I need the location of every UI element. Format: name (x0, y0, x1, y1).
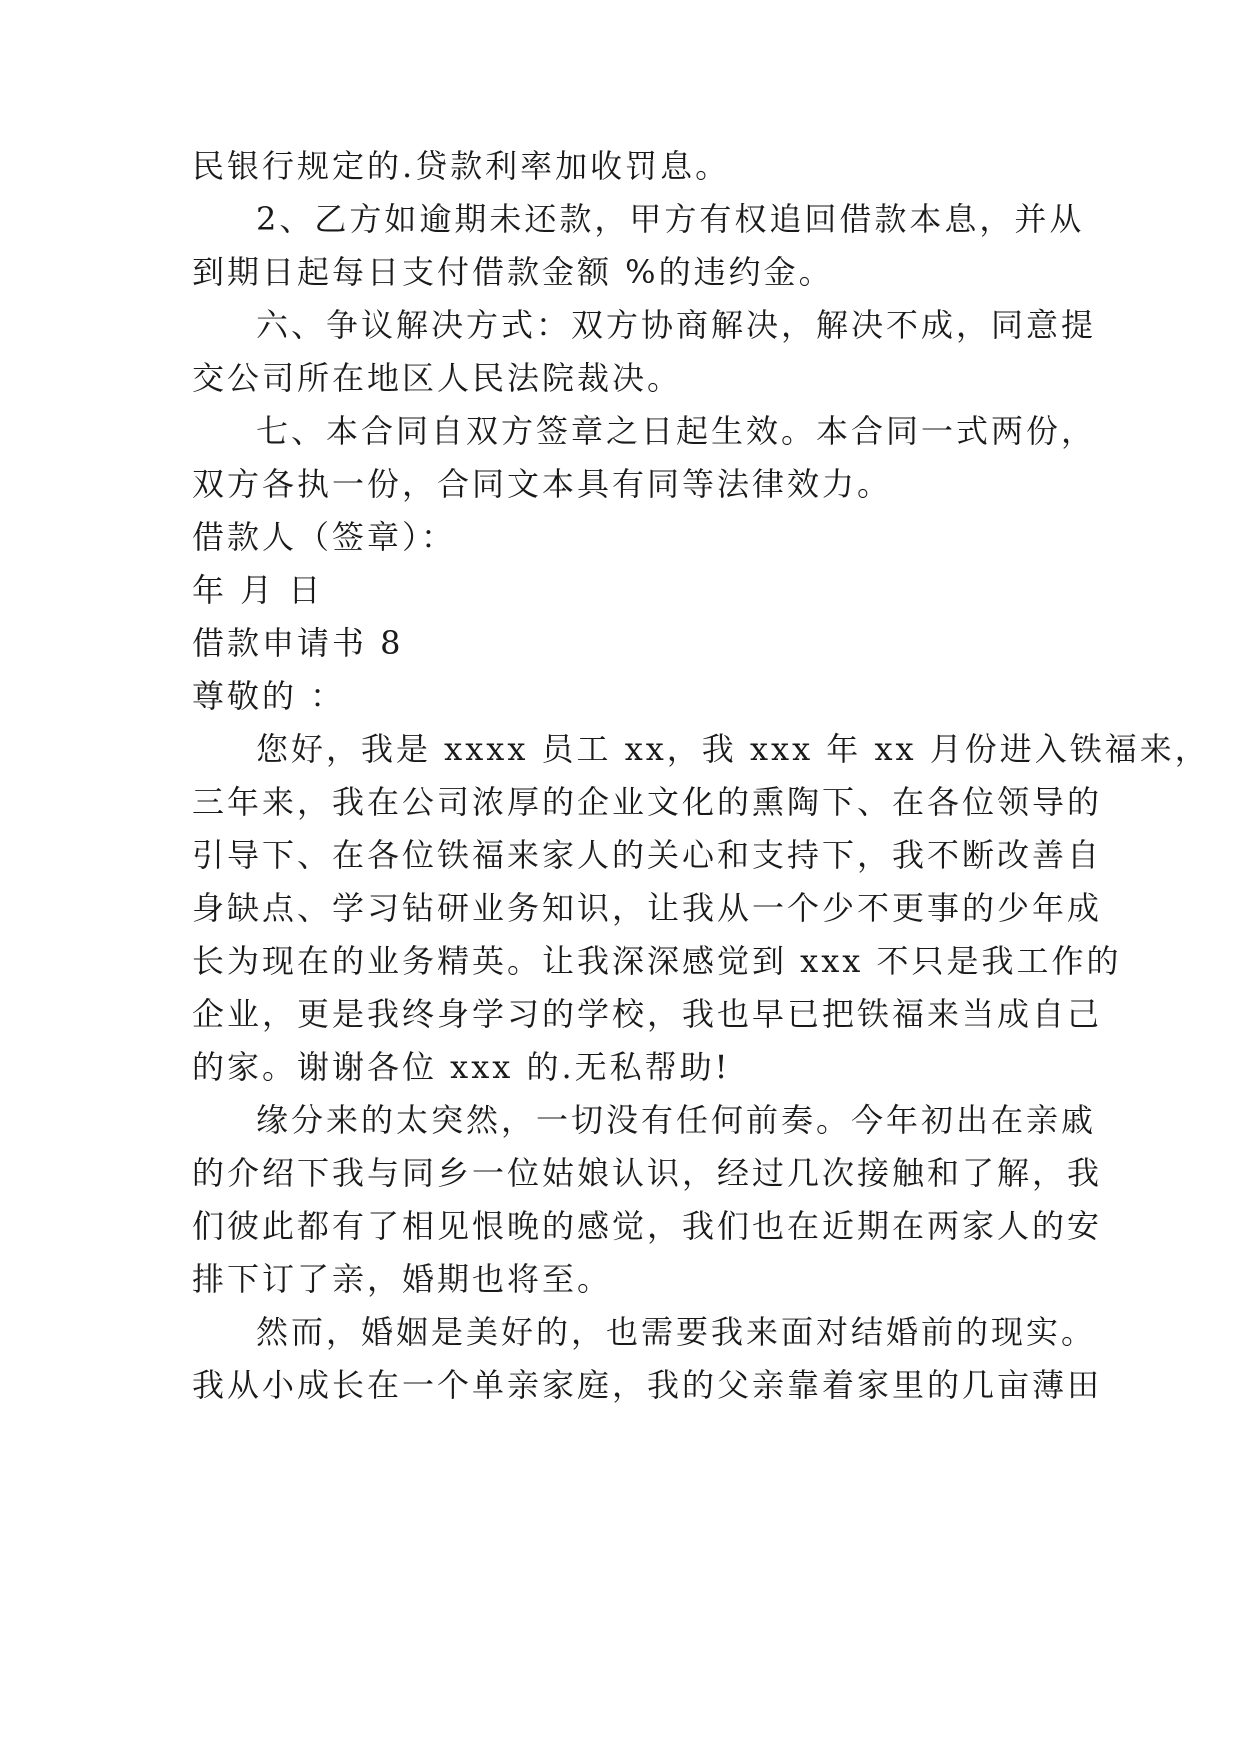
text-line: 我从小成长在一个单亲家庭，我的父亲靠着家里的几亩薄田 (192, 1366, 1103, 1404)
text-line: 们彼此都有了相见恨晚的感觉，我们也在近期在两家人的安 (192, 1207, 1103, 1245)
text-line: 2、乙方如逾期未还款，甲方有权追回借款本息，并从 (256, 200, 1085, 238)
text-line: 缘分来的太突然，一切没有任何前奏。今年初出在亲戚 (256, 1101, 1097, 1139)
text-line: 引导下、在各位铁福来家人的关心和支持下，我不断改善自 (192, 836, 1103, 874)
section-title: 借款申请书 8 (192, 624, 404, 662)
text-line: 企业，更是我终身学习的学校，我也早已把铁福来当成自己 (192, 995, 1103, 1033)
text-line: 排下订了亲，婚期也将至。 (192, 1260, 613, 1298)
salutation: 尊敬的 ： (192, 677, 346, 715)
text-line: 双方各执一份，合同文本具有同等法律效力。 (192, 465, 893, 503)
text-line: 六、争议解决方式：双方协商解决，解决不成，同意提 (256, 306, 1097, 344)
text-line: 民银行规定的.贷款利率加收罚息。 (192, 147, 731, 185)
text-line: 长为现在的业务精英。让我深深感觉到 xxx 不只是我工作的 (192, 942, 1122, 980)
date-line: 年 月 日 (192, 571, 324, 609)
text-line: 七、本合同自双方签章之日起生效。本合同一式两份， (256, 412, 1097, 450)
text-line: 交公司所在地区人民法院裁决。 (192, 359, 683, 397)
signature-label: 借款人（签章）： (192, 518, 457, 556)
text-line: 您好，我是 xxxx 员工 xx，我 xxx 年 xx 月份进入铁福来， (256, 730, 1210, 768)
text-line: 身缺点、学习钻研业务知识，让我从一个少不更事的少年成 (192, 889, 1103, 927)
text-line: 然而，婚姻是美好的，也需要我来面对结婚前的现实。 (256, 1313, 1097, 1351)
text-line: 的家。谢谢各位 xxx 的.无私帮助! (192, 1048, 731, 1086)
text-line: 三年来，我在公司浓厚的企业文化的熏陶下、在各位领导的 (192, 783, 1103, 821)
text-line: 的介绍下我与同乡一位姑娘认识，经过几次接触和了解，我 (192, 1154, 1103, 1192)
text-line: 到期日起每日支付借款金额 %的违约金。 (192, 253, 834, 291)
